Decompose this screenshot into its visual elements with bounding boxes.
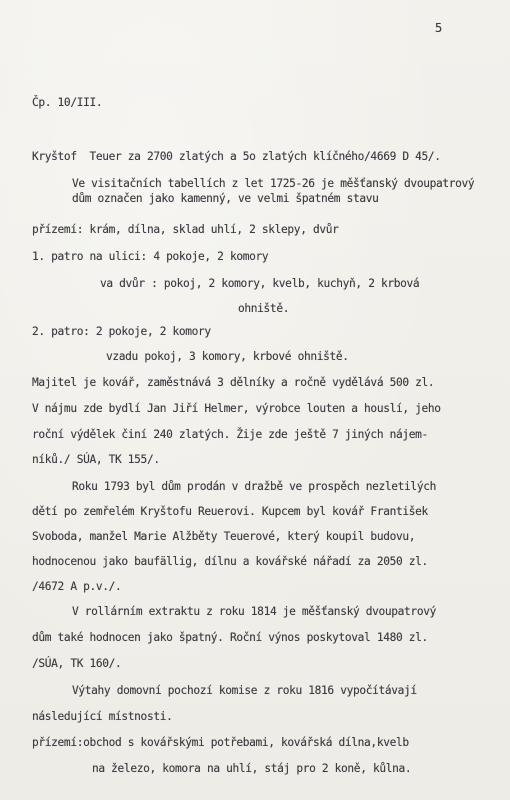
text-line: V nájmu zde bydlí Jan Jiří Helmer, výrobce louten a houslí, jeho: [32, 402, 441, 415]
text-line: 1. patro na ulici: 4 pokoje, 2 komory: [32, 250, 269, 263]
text-line: [72, 176, 476, 206]
text-line: následující místnosti.: [32, 710, 173, 723]
text-line: přízemí:obchod s kovářskými potřebami, kovářská dílna,kvelb: [32, 736, 409, 749]
text-line: přízemí: krám, dílna, sklad uhlí, 2 sklepy, dvůr: [32, 223, 339, 236]
text-line: Kryštof Teuer za 2700 zlatých a 5o zlatých klíčného/4669 D 45/.: [32, 150, 441, 163]
text-line: V rollárním extraktu z roku 1814 je měšťanský dvoupatrový: [72, 605, 436, 618]
text-line: dětí po zemřelém Kryštofu Reuerovi. Kupcem byl kovář František: [32, 505, 428, 518]
text-line: Roku 1793 byl dům prodán v dražbě ve prospěch nezletilých: [72, 480, 436, 493]
text-line: /SÚA, TK 160/.: [32, 657, 122, 670]
text-line: 2. patro: 2 pokoje, 2 komory: [32, 325, 211, 338]
text-line-wrapped: Ve visitačních tabellích z let 1725-26 je měšťanský dvoupatrový dům označen jako kamenný, ve velmi špatném stavu: [72, 177, 475, 205]
text-line: dům také hodnocen jako špatný. Roční výnos poskytoval 1480 zl.: [32, 631, 428, 644]
text-line: Majitel je kovář, zaměstnává 3 dělníky a ročně vydělává 500 zl.: [32, 376, 435, 389]
house-number-heading: Čp. 10/III.: [32, 96, 103, 109]
text-line: /4672 A p.v./.: [32, 580, 122, 593]
text-line: Svoboda, manžel Marie Alžběty Teuerové, který koupil budovu,: [32, 530, 416, 543]
text-line: Výtahy domovní pochozí komise z roku 1816 vypočítávají: [72, 684, 417, 697]
text-line: vzadu pokoj, 3 komory, krbové ohniště.: [106, 350, 349, 363]
text-line: va dvůr : pokoj, 2 komory, kvelb, kuchyň, 2 krbová: [100, 277, 420, 290]
text-line: na železo, komora na uhlí, stáj pro 2 koně, kůlna.: [92, 762, 412, 775]
text-line: ohniště.: [238, 302, 290, 315]
text-line: níků./ SÚA, TK 155/.: [32, 453, 160, 466]
text-line: roční výdělek činí 240 zlatých. Žije zde ještě 7 jiných nájem-: [32, 428, 428, 441]
text-line: hodnocenou jako baufällig, dílnu a kovářské nářadí za 2050 zl.: [32, 555, 428, 568]
page-number: 5: [435, 21, 442, 35]
